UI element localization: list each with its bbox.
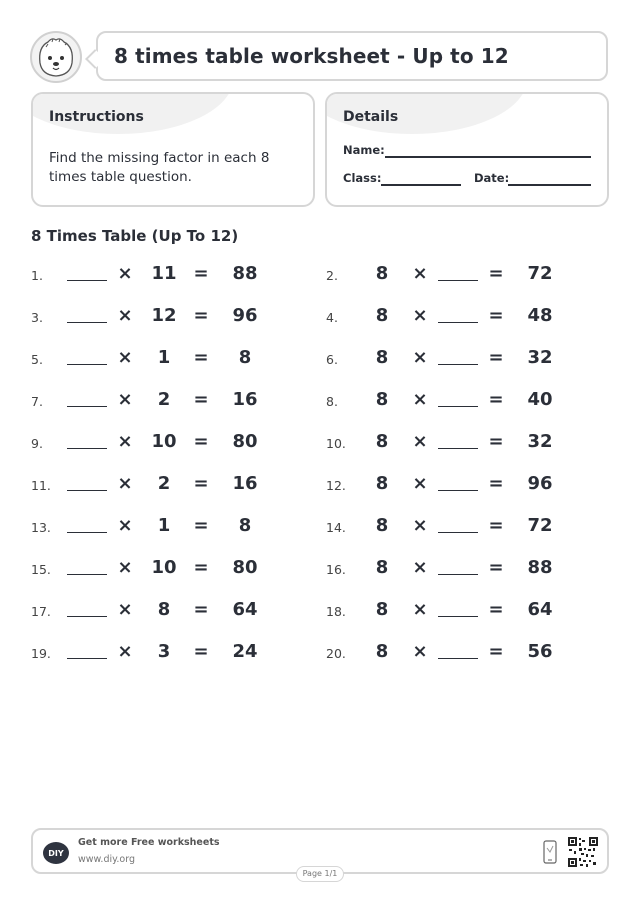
equals-symbol: = [193,515,209,536]
times-symbol: × [117,347,133,368]
equals-symbol: = [193,305,209,326]
question-factor: 8 [375,557,389,578]
question-factor: 8 [375,473,389,494]
question-factor: 10 [151,431,177,452]
question-product: 88 [232,263,258,284]
name-label: Name: [343,143,385,157]
question-factor: 8 [375,641,389,662]
times-symbol: × [117,599,133,620]
question-number: 15. [31,562,51,577]
equals-symbol: = [488,515,504,536]
question-product: 32 [527,347,553,368]
worksheet-title: 8 times table worksheet - Up to 12 [114,44,509,68]
equals-symbol: = [193,263,209,284]
times-symbol: × [117,389,133,410]
question-product: 40 [527,389,553,410]
question-number: 19. [31,646,51,661]
equals-symbol: = [193,557,209,578]
equals-symbol: = [488,599,504,620]
question-product: 72 [527,263,553,284]
times-symbol: × [117,641,133,662]
equals-symbol: = [488,641,504,662]
question-factor: 8 [375,599,389,620]
equals-symbol: = [488,263,504,284]
answer-blank[interactable] [67,448,107,449]
times-symbol: × [412,347,428,368]
equals-symbol: = [193,641,209,662]
question-product: 32 [527,431,553,452]
question-number: 3. [31,310,43,325]
answer-blank[interactable] [438,280,478,281]
page-indicator: Page 1/1 [296,866,344,882]
times-symbol: × [412,431,428,452]
times-symbol: × [412,305,428,326]
answer-blank[interactable] [67,322,107,323]
answer-blank[interactable] [67,406,107,407]
question-factor: 8 [375,305,389,326]
qr-code-icon [567,836,599,868]
equals-symbol: = [488,347,504,368]
question-factor: 8 [375,431,389,452]
footer-url[interactable]: www.diy.org [78,854,135,865]
question-factor: 8 [375,389,389,410]
answer-blank[interactable] [67,280,107,281]
times-symbol: × [412,599,428,620]
question-number: 10. [326,436,346,451]
question-product: 80 [232,557,258,578]
diy-logo-icon[interactable]: DIY [43,842,69,864]
question-number: 6. [326,352,338,367]
answer-blank[interactable] [438,406,478,407]
answer-blank[interactable] [438,574,478,575]
times-symbol: × [117,515,133,536]
details-heading: Details [343,109,399,125]
question-number: 14. [326,520,346,535]
title-box [96,31,608,81]
answer-blank[interactable] [438,448,478,449]
times-symbol: × [412,473,428,494]
equals-symbol: = [488,557,504,578]
instructions-heading: Instructions [49,109,144,125]
mascot-icon [30,31,82,83]
phone-icon [543,840,557,864]
date-label: Date: [474,171,510,185]
question-factor: 8 [375,263,389,284]
question-number: 18. [326,604,346,619]
equals-symbol: = [193,473,209,494]
answer-blank[interactable] [67,532,107,533]
question-number: 9. [31,436,43,451]
name-field[interactable] [385,156,591,158]
question-number: 1. [31,268,43,283]
question-factor: 1 [157,347,171,368]
question-product: 16 [232,473,258,494]
question-number: 8. [326,394,338,409]
answer-blank[interactable] [67,616,107,617]
question-factor: 8 [375,347,389,368]
answer-blank[interactable] [67,574,107,575]
answer-blank[interactable] [438,658,478,659]
question-product: 48 [527,305,553,326]
question-product: 8 [238,347,252,368]
question-number: 17. [31,604,51,619]
question-number: 20. [326,646,346,661]
question-product: 56 [527,641,553,662]
equals-symbol: = [193,599,209,620]
question-product: 80 [232,431,258,452]
class-field[interactable] [381,184,461,186]
question-factor: 2 [157,389,171,410]
question-number: 11. [31,478,51,493]
times-symbol: × [412,557,428,578]
times-symbol: × [412,389,428,410]
question-product: 64 [232,599,258,620]
times-symbol: × [117,431,133,452]
times-symbol: × [412,515,428,536]
question-number: 5. [31,352,43,367]
question-product: 96 [232,305,258,326]
question-product: 24 [232,641,258,662]
question-number: 16. [326,562,346,577]
equals-symbol: = [193,389,209,410]
times-symbol: × [412,263,428,284]
answer-blank[interactable] [67,364,107,365]
question-product: 16 [232,389,258,410]
equals-symbol: = [488,431,504,452]
times-symbol: × [117,263,133,284]
question-product: 64 [527,599,553,620]
answer-blank[interactable] [67,658,107,659]
details-card [325,92,609,207]
answer-blank[interactable] [438,322,478,323]
answer-blank[interactable] [438,616,478,617]
times-symbol: × [117,557,133,578]
equals-symbol: = [488,305,504,326]
question-number: 2. [326,268,338,283]
times-symbol: × [117,473,133,494]
answer-blank[interactable] [438,364,478,365]
question-factor: 1 [157,515,171,536]
answer-blank[interactable] [438,532,478,533]
times-symbol: × [412,641,428,662]
times-symbol: × [117,305,133,326]
question-number: 13. [31,520,51,535]
question-factor: 2 [157,473,171,494]
question-number: 4. [326,310,338,325]
date-field[interactable] [508,184,591,186]
question-number: 12. [326,478,346,493]
question-factor: 8 [375,515,389,536]
class-label: Class: [343,171,382,185]
section-heading: 8 Times Table (Up To 12) [31,227,239,245]
footer-title: Get more Free worksheets [78,837,220,848]
equals-symbol: = [488,473,504,494]
question-factor: 8 [157,599,171,620]
question-product: 72 [527,515,553,536]
answer-blank[interactable] [438,490,478,491]
question-product: 8 [238,515,252,536]
equals-symbol: = [488,389,504,410]
question-factor: 11 [151,263,177,284]
question-factor: 12 [151,305,177,326]
instructions-text: Find the missing factor in each 8 times table question. [49,150,270,185]
question-product: 88 [527,557,553,578]
answer-blank[interactable] [67,490,107,491]
question-product: 96 [527,473,553,494]
equals-symbol: = [193,431,209,452]
equals-symbol: = [193,347,209,368]
instructions-card [31,92,315,207]
question-number: 7. [31,394,43,409]
question-factor: 3 [157,641,171,662]
question-factor: 10 [151,557,177,578]
